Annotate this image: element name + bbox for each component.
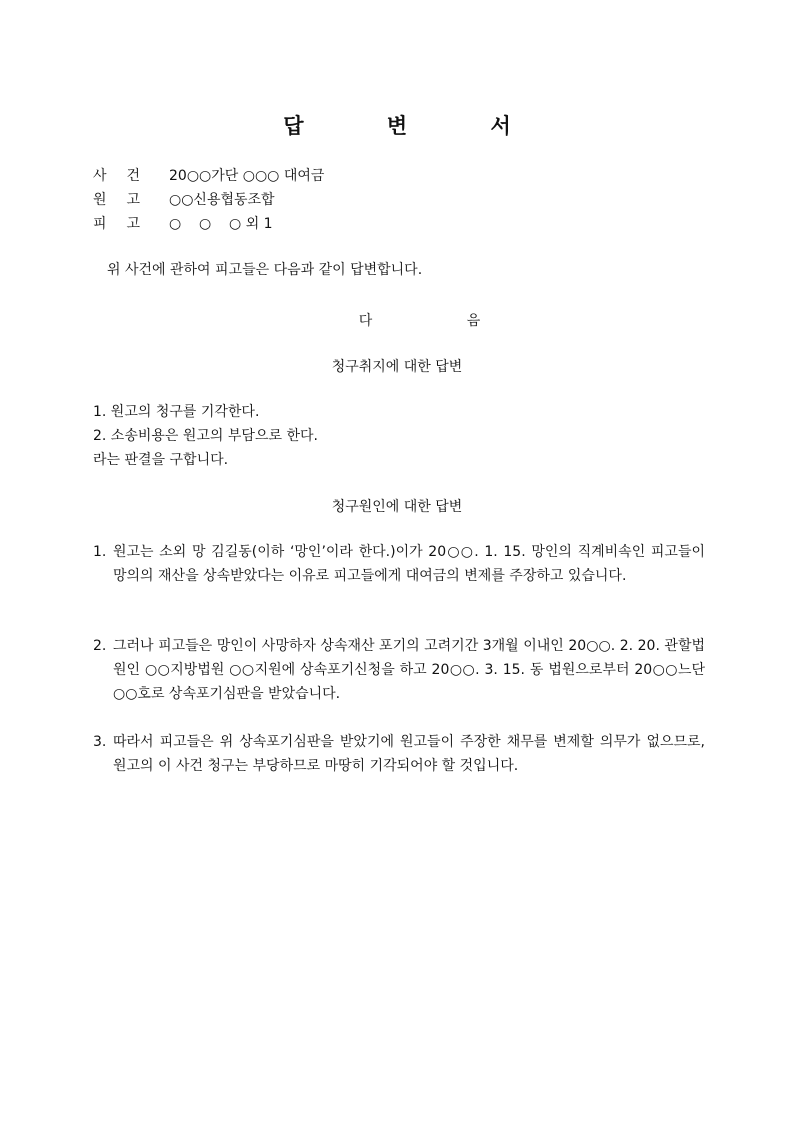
case-value: 20○○가단 ○○○ 대여금 <box>169 168 325 184</box>
cause-item <box>93 730 705 778</box>
claim-heading: 청구취지에 대한 답변 <box>331 359 463 375</box>
claim-item: 1. 원고의 청구를 기각한다. <box>93 404 260 420</box>
cause-heading: 청구원인에 대한 답변 <box>331 499 463 515</box>
case-row-defendant <box>93 216 273 232</box>
document-title: 답 변 서 <box>283 114 549 138</box>
cause-item-number: 2. <box>93 638 107 654</box>
defendant-label: 피고 <box>93 216 161 232</box>
cause-item-number: 3. <box>93 734 107 750</box>
claim-closing: 라는 판결을 구합니다. <box>93 452 229 468</box>
cause-item-text: 그러나 피고들은 망인이 사망하자 상속재산 포기의 고려기간 3개월 이내인 20○○. 2. 20. 관할법원인 ○○지방법원 ○○지원에 상속포기신청을 하고 20○○. 3. 15. 동 법원으로부터 20○○느단 ○○호로 상속포기심판을 받았습니다. <box>113 638 705 702</box>
claim-list <box>93 400 703 472</box>
plaintiff-label: 원고 <box>93 192 161 208</box>
case-row-case <box>93 168 324 184</box>
cause-item-number: 1. <box>93 544 107 560</box>
section-marker: 다 음 <box>358 313 526 329</box>
cause-item-text: 원고는 소외 망 김길동(이하 ‘망인’이라 한다.)이가 20○○. 1. 15. 망인의 직계비속인 피고들이 망의의 재산을 상속받았다는 이유로 피고들에게 대여금의 변제를 주장하고 있습니다. <box>113 544 705 584</box>
cause-item <box>93 634 705 706</box>
plaintiff-value: ○○신용협동조합 <box>169 192 275 208</box>
cause-item <box>93 540 705 588</box>
claim-item: 2. 소송비용은 원고의 부담으로 한다. <box>93 428 318 444</box>
case-label: 사건 <box>93 168 161 184</box>
case-row-plaintiff <box>93 192 275 208</box>
cause-item-text: 따라서 피고들은 위 상속포기심판을 받았기에 원고들이 주장한 채무를 변제할 의무가 없으므로, 원고의 이 사건 청구는 부당하므로 마땅히 기각되어야 할 것입니다. <box>113 734 705 774</box>
defendant-value: ○ ○ ○ 외 1 <box>169 216 273 232</box>
intro-paragraph: 위 사건에 관하여 피고들은 다음과 같이 답변합니다. <box>107 262 423 278</box>
